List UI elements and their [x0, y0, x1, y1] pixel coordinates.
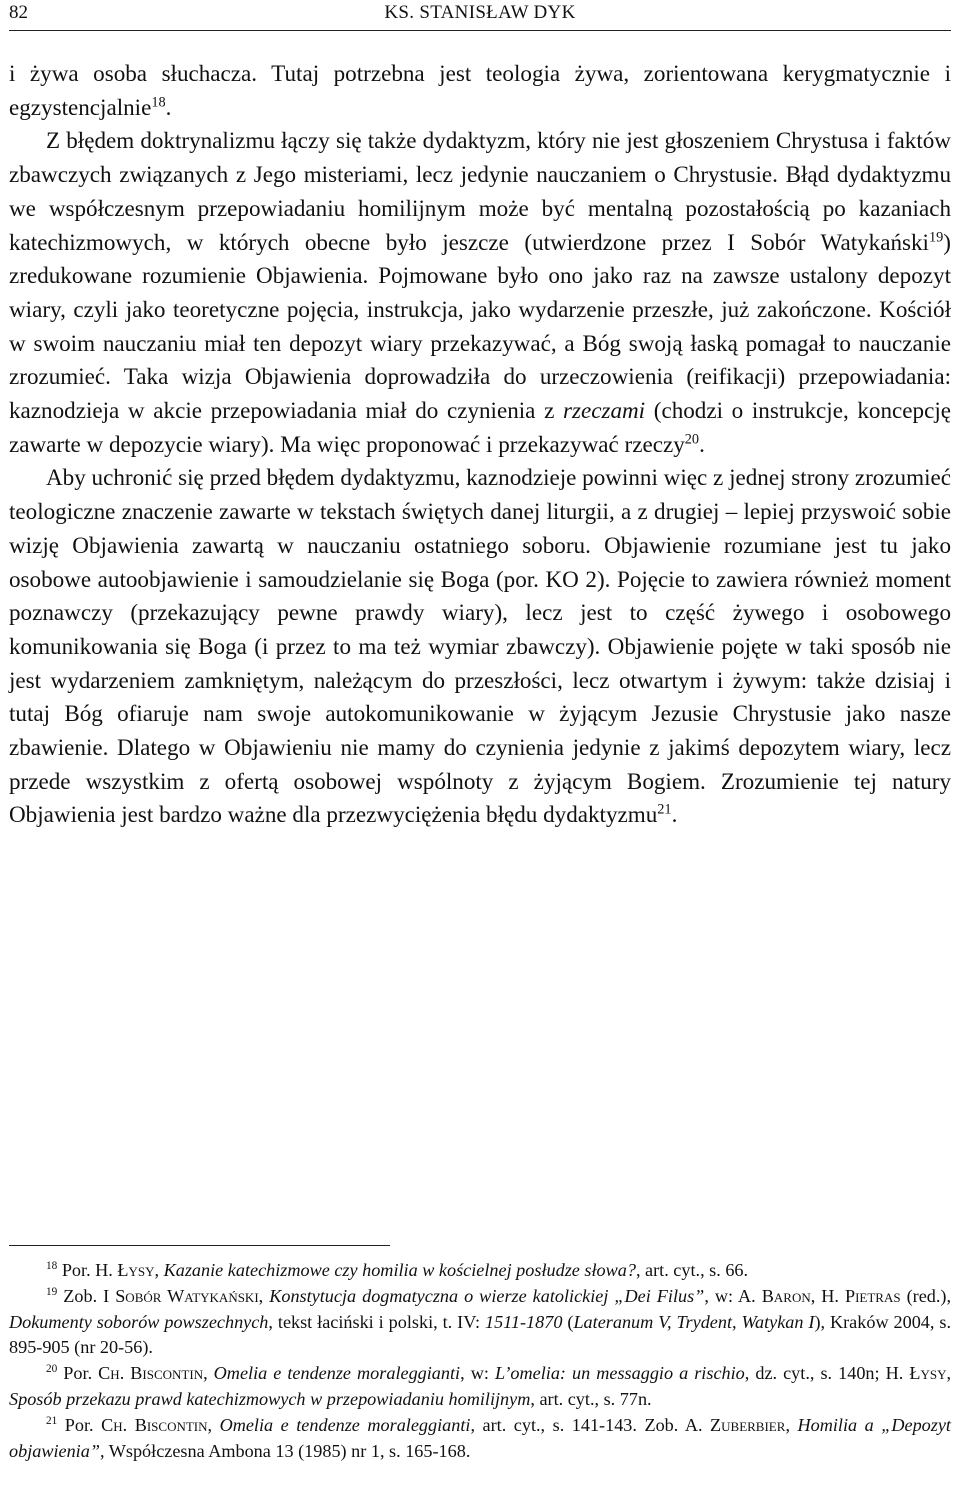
footnote-ref-20[interactable]: 20 — [684, 431, 700, 448]
footnote-18: $^{18}$ Por. H. Łysy, Kazanie katechizmowe czy homilia w kościelnej posłudze słowa?, art. cyt., s. 66. — [46, 1259, 749, 1280]
footnote-20: $^{20}$ Por. Ch. Biscontin, Omelia e tendenze moraleggianti, w: L’omelia: un messaggio a rischio, dz. cyt., s. 140n; H. Łysy, Sposób przekazu prawd katechizmowych w przepowiadaniu homilijnym, art. cyt., s. 77n. — [9, 1363, 952, 1409]
running-header — [9, 0, 951, 31]
paragraph-1: i żywa osoba słuchacza. Tutaj potrzebna jest teologia żywa, zorientowana kerygmatycznie i egzystencjalnie$^{18}$. — [9, 60, 951, 120]
emphasis: rzeczami — [563, 397, 646, 424]
running-title: KS. STANISŁAW DYK — [384, 2, 576, 23]
footnote-ref-18[interactable]: 18 — [151, 94, 166, 111]
page-number: 82 — [9, 2, 28, 23]
paragraph-3: Aby uchronić się przed błędem dydaktyzmu, kaznodzieje powinni więc z jednej strony zrozumieć teologiczne znaczenie zawarte w tekstach świętych danej liturgii, a z drugiej – lepiej przyswoić sobie wizję Objawienia zawartą w nauczaniu ostatniego soboru. Objawienie rozumiane jest tu jako osobowe autoobjawienie i samoudzielanie się Boga (por. KO 2). Pojęcie to zawiera również moment poznawczy (przekazujący pewne prawdy wiary), lecz jest to część żywego i osobowego komunikowania się Boga (i przez to ma też wymiar zbawczy). Objawienie pojęte w taki sposób nie jest wydarzeniem zamkniętym, należącym do przeszłości, lecz otwartym i żywym: także dzisiaj i tutaj Bóg ofiaruje nam swoje autokomunikowanie w żyjącym Jezusie Chrystusie jako nasze zbawienie. Dlatego w Objawieniu nie mamy do czynienia jedynie z jakimś depozytem wiary, lecz przede wszystkim z ofertą osobowej wspólnoty z żyjącym Bogiem. Zrozumienie tej natury Objawienia jest bardzo ważne dla przezwyciężenia błędu dydaktyzmu$^{21}$. — [9, 464, 951, 828]
footnote-ref-21[interactable]: 21 — [657, 801, 672, 818]
footnote-19: $^{19}$ Zob. I Sobór Watykański, Konstytucja dogmatyczna o wierze katolickiej „Dei Filus”, w: A. Baron, H. Pietras (red.), Dokumenty soborów powszechnych, tekst łaciński i polski, t. IV: 1511-1870 (Lateranum V, Trydent, Watykan I), Kraków 2004, s. 895-905 (nr 20-56). — [9, 1285, 952, 1358]
footnote-separator — [9, 1245, 390, 1246]
footnotes — [9, 1258, 951, 1464]
footnote-21: $^{21}$ Por. Ch. Biscontin, Omelia e tendenze moraleggianti, art. cyt., s. 141-143. Zob. A. Zuberbier, Homilia a „Depozyt objawienia”, Współczesna Ambona 13 (1985) nr 1, s. 165-168. — [9, 1414, 951, 1461]
body-text — [9, 57, 951, 832]
document-page — [9, 0, 952, 1461]
footnote-ref-19[interactable]: 19 — [928, 228, 944, 245]
paragraph-2: Z błędem doktrynalizmu łączy się także dydaktyzm, który nie jest głoszeniem Chrystusa i faktów zbawczych związanych z Jego misteriami, lecz jedynie nauczaniem o Chrystusie. Błąd dydaktyzmu we współczesnym przepowiadaniu homilijnym może być mentalną pozostałością po kazaniach katechizmowych, w których obecne było jeszcze (utwierdzone przez I Sobór Watykański$^{19}$) zredukowane rozumienie Objawienia. Pojmowane było ono jako raz na zawsze ustalony depozyt wiary, czyli jako teoretyczne pojęcia, instrukcja, jako wydarzenie przeszłe, już zakończone. Kościół w swoim nauczaniu miał ten depozyt wiary przekazywać, a Bóg swoją łaską pomagał to nauczanie zrozumieć. Taka wizja Objawienia doprowadziła do urzeczowienia (reifikacji) przepowiadania: kaznodzieja w akcie przepowiadania miał do czynienia z rzeczami (chodzi o instrukcje, koncepcję zawarte w depozycie wiary). Ma więc proponować i przekazywać rzeczy$^{20}$. — [9, 127, 951, 457]
